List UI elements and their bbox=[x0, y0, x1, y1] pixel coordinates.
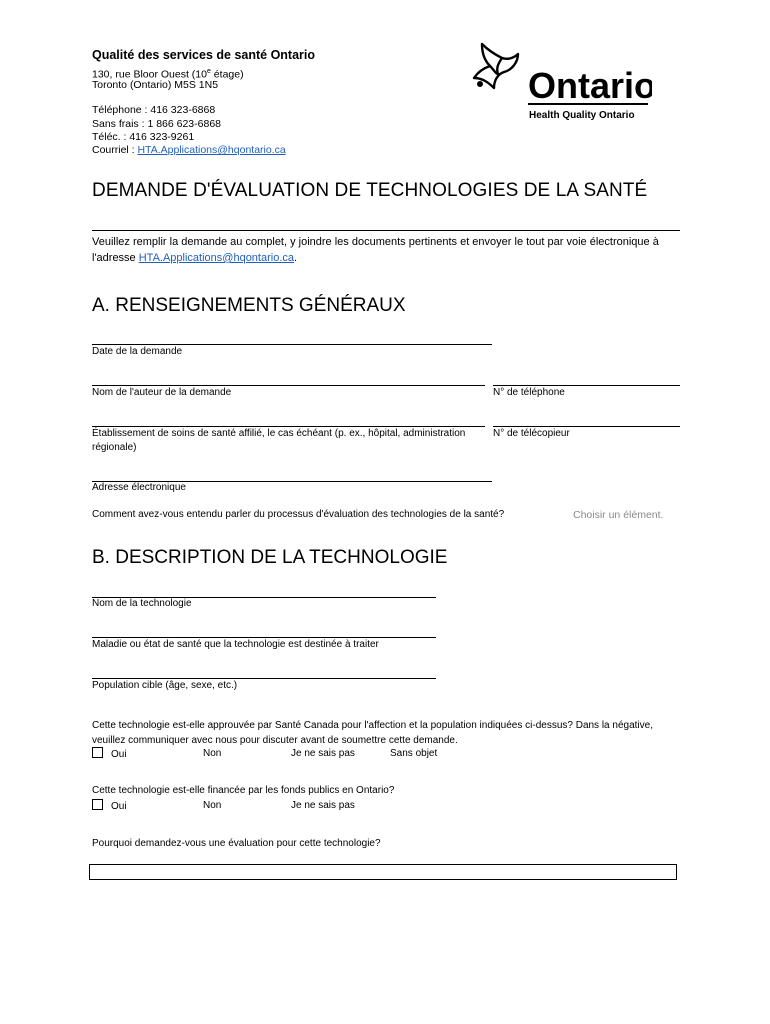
funding-option-no[interactable]: Non bbox=[203, 800, 222, 811]
condition-label: Maladie ou état de santé que la technologie est destinée à traiter bbox=[92, 639, 379, 650]
email-line: Courriel : HTA.Applications@hqontario.ca bbox=[92, 144, 286, 156]
approval-option-no[interactable]: Non bbox=[203, 748, 222, 759]
funding-option-unknown[interactable]: Je ne sais pas bbox=[291, 800, 355, 811]
approval-option-na[interactable]: Sans objet bbox=[390, 748, 438, 759]
intro-text: Veuillez remplir la demande au complet, y joindre les documents pertinents et envoyer le tout par voie électronique à l'adresse HTA.Applications@hqontario.ca. bbox=[92, 236, 659, 264]
email-link[interactable]: HTA.Applications@hqontario.ca bbox=[137, 144, 286, 156]
why-question: Pourquoi demandez-vous une évaluation pour cette technologie? bbox=[92, 838, 381, 849]
author-label: Nom de l'auteur de la demande bbox=[92, 387, 232, 398]
date-label: Date de la demande bbox=[92, 346, 183, 357]
heard-dropdown[interactable]: Choisir un élément. bbox=[573, 509, 664, 521]
intro-email-link[interactable]: HTA.Applications@hqontario.ca bbox=[138, 252, 294, 264]
address-line-2: Toronto (Ontario) M5S 1N5 bbox=[92, 79, 219, 91]
population-label: Population cible (âge, sexe, etc.) bbox=[92, 680, 238, 691]
section-a-heading: A. RENSEIGNEMENTS GÉNÉRAUX bbox=[92, 295, 406, 316]
address-line-1: 130, rue Bloor Ouest (10e étage) bbox=[92, 68, 244, 81]
title-underline bbox=[92, 230, 680, 231]
phone-label: N° de téléphone bbox=[493, 387, 565, 398]
approval-option-yes[interactable]: Oui bbox=[92, 747, 127, 762]
checkbox[interactable] bbox=[92, 747, 103, 758]
trillium-icon bbox=[468, 40, 652, 124]
heard-question: Comment avez-vous entendu parler du processus d'évaluation des technologies de la santé? bbox=[92, 509, 505, 520]
institution-label: Établissement de soins de santé affilié, le cas échéant (p. ex., hôpital, administration régionale) bbox=[92, 428, 466, 453]
funding-option-yes[interactable]: Oui bbox=[92, 799, 127, 814]
approval-question: Cette technologie est-elle approuvée par Santé Canada pour l'affection et la population indiquées ci-dessus? Dans la négative, veuillez communiquer avec nous pour discuter avant de soumettre cette demande. bbox=[92, 720, 653, 746]
approval-option-unknown[interactable]: Je ne sais pas bbox=[291, 748, 355, 759]
fax-label: N° de télécopieur bbox=[493, 428, 570, 439]
ontario-logo bbox=[468, 40, 652, 124]
tollfree-line: Sans frais : 1 866 623-6868 bbox=[92, 118, 222, 130]
logo-wordmark: Ontario bbox=[528, 65, 652, 106]
email-label: Adresse électronique bbox=[92, 482, 186, 493]
why-answer-textbox[interactable] bbox=[89, 864, 677, 880]
section-b-heading: B. DESCRIPTION DE LA TECHNOLOGIE bbox=[92, 547, 448, 568]
funding-question: Cette technologie est-elle financée par les fonds publics en Ontario? bbox=[92, 785, 395, 796]
fax-line: Téléc. : 416 323-9261 bbox=[92, 131, 195, 143]
tech-name-label: Nom de la technologie bbox=[92, 598, 192, 609]
logo-tagline: Health Quality Ontario bbox=[529, 110, 635, 121]
phone-line: Téléphone : 416 323-6868 bbox=[92, 104, 216, 116]
checkbox[interactable] bbox=[92, 799, 103, 810]
page-title: DEMANDE D'ÉVALUATION DE TECHNOLOGIES DE LA SANTÉ bbox=[92, 180, 648, 201]
org-name: Qualité des services de santé Ontario bbox=[92, 48, 316, 62]
